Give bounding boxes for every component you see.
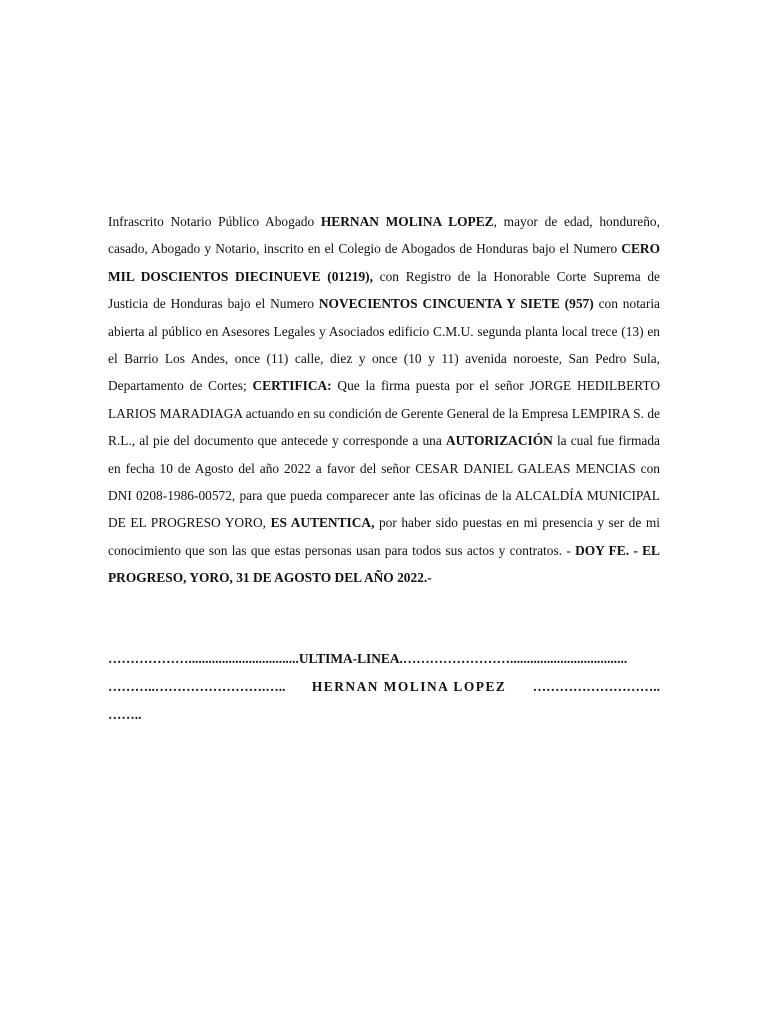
ultima-linea-row: [108, 651, 660, 667]
ultima-linea-dots-after: .……………………...................................: [399, 651, 628, 666]
signature-row: [108, 679, 660, 695]
ultima-linea-label: ULTIMA-LINEA: [298, 651, 400, 666]
paragraph-segment: Infrascrito Notario Público Abogado: [108, 214, 321, 229]
paragraph-bold-segment: CERO MIL DOSCIENTOS DIECINUEVE (01219),: [108, 241, 660, 284]
paragraph-segment: por haber sido puestas en mi presencia y ser de mi conocimiento que son las que estas personas usan para todos sus actos y contratos. -: [108, 515, 660, 558]
paragraph-bold-segment: NOVECIENTOS CINCUENTA Y SIETE (957): [318, 296, 594, 312]
paragraph-bold-segment: HERNAN MOLINA LOPEZ: [320, 214, 494, 229]
paragraph-segment: con Registro de la Honorable Corte Suprema de Justicia de Honduras bajo el Numero: [108, 268, 660, 312]
paragraph-segment: con notaria abierta al público en Asesores Legales y Asociados edificio C.M.U. segunda planta local trece (13) en el Barrio Los Andes, once (11) calle, diez y once (10 y 11) avenida noroeste, San Pedro Sula, Departamento de Cortes;: [108, 296, 660, 394]
signature-dots-before: ………..…………………….…..: [108, 679, 286, 694]
paragraph-bold-segment: DOY FE. - EL PROGRESO, YORO, 31 DE AGOSTO DEL AÑO 2022.-: [108, 542, 660, 586]
signature-dots-after: ………………………..: [532, 679, 660, 694]
ultima-linea-dots-before: ……………….................................: [108, 651, 299, 666]
trailing-dots: [108, 707, 660, 723]
paragraph-bold-segment: ES AUTENTICA,: [270, 515, 375, 531]
paragraph-bold-segment: CERTIFICA:: [252, 378, 332, 394]
signature-name: HERNAN MOLINA LOPEZ: [311, 679, 507, 694]
paragraph-segment: Que la firma puesta por el señor JORGE HEDILBERTO LARIOS MARADIAGA actuando en su condición de Gerente General de la Empresa LEMPIRA S. de R.L., al pie del documento que antecede y corresponde a una: [108, 378, 660, 449]
paragraph-segment: , mayor de edad, hondureño, casado, Abogado y Notario, inscrito en el Colegio de Abogados de Honduras bajo el Numero: [108, 214, 660, 257]
certification-paragraph: [108, 208, 660, 592]
paragraph-segment: la cual fue firmada en fecha 10 de Agosto del año 2022 a favor del señor CESAR DANIEL GALEAS MENCIAS con DNI 0208-1986-00572, para que pueda comparecer ante las oficinas de la ALCALDÍA MUNICIPAL DE EL PROGRESO YORO,: [108, 433, 661, 531]
paragraph-bold-segment: AUTORIZACIÓN: [445, 433, 553, 449]
trailing-dots-text: ……..: [108, 707, 142, 722]
